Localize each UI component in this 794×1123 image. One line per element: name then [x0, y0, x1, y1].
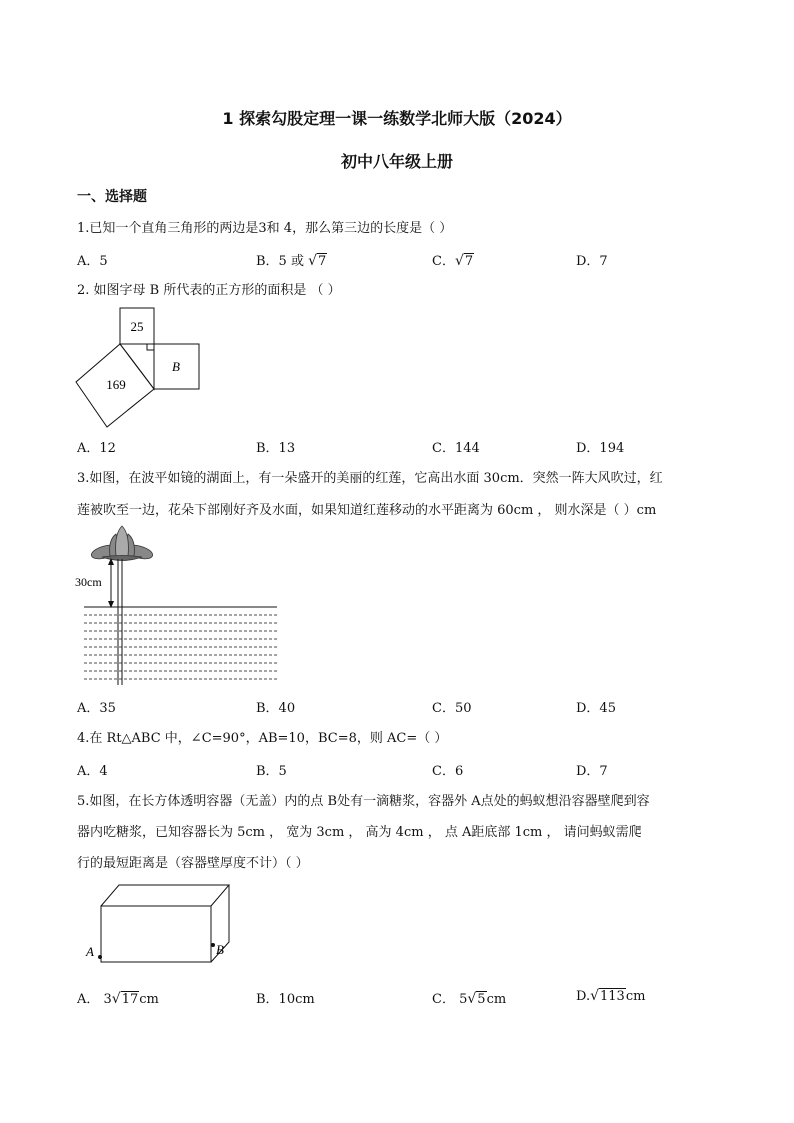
box-top-face	[101, 885, 229, 906]
question-1-option-b	[256, 250, 327, 269]
question-2-squares-figure	[70, 302, 210, 432]
right-angle-mark	[147, 344, 154, 350]
label-b: B	[216, 942, 224, 957]
document-title-line1: 1 探索勾股定理一课一练数学北师大版（2024）	[222, 109, 572, 128]
question-5-option-b: B．10cm	[256, 992, 315, 1007]
question-5-option-a	[77, 988, 159, 1007]
question-1-option-c-prefix: C．	[432, 254, 455, 269]
sqrt-symbol: √7	[308, 253, 327, 269]
question-1-option-b-prefix: B．5 或	[256, 254, 309, 269]
question-5-text-line3: 行的最短距离是（容器壁厚度不计）（ ）	[77, 856, 309, 871]
question-3-option-b: B．40	[256, 701, 296, 716]
question-5-option-c-radicand: 5	[477, 992, 486, 1007]
question-5-box-figure	[80, 880, 240, 970]
question-3-lotus-figure	[72, 524, 282, 690]
question-3-text-line2: 莲被吹至一边，花朵下部刚好齐及水面，如果知道红莲移动的水平距离为 60cm ， 则水深是（ ）cm	[77, 503, 657, 518]
sqrt-symbol: √113	[590, 988, 625, 1004]
label-a: A	[86, 944, 94, 959]
point-b-dot	[211, 943, 215, 947]
question-4-option-c: C．6	[432, 764, 464, 779]
question-5-option-a-radicand: 17	[121, 992, 139, 1007]
sqrt-symbol: √17	[111, 991, 139, 1007]
box-front-face	[101, 906, 211, 962]
question-5-text-line2: 器内吃糖浆，已知容器长为 5cm ， 宽为 3cm ， 高为 4cm ， 点 A距底部 1cm ， 请问蚂蚁需爬	[77, 825, 642, 840]
question-1-option-c-radicand: 7	[464, 254, 474, 269]
question-1-option-d: D．7	[576, 254, 608, 269]
question-1-text: 1.已知一个直角三角形的两边是3和 4，那么第三边的长度是（ ）	[77, 221, 453, 236]
question-2-option-c: C．144	[432, 441, 480, 456]
question-1-option-a: A．5	[77, 254, 108, 269]
question-4-option-b: B．5	[256, 764, 287, 779]
question-5-option-c-suffix: cm	[486, 992, 507, 1007]
question-3-option-c: C．50	[432, 701, 472, 716]
question-5-option-d	[576, 988, 645, 1004]
question-3-text-line1: 3.如图，在波平如镜的湖面上，有一朵盛开的美丽的红莲，它高出水面 30cm．突然一阵大风吹过，红	[77, 471, 663, 486]
label-b: B	[172, 359, 180, 374]
question-5-option-d-suffix: cm	[625, 989, 646, 1004]
label-25: 25	[130, 319, 144, 334]
question-5-text-line1: 5.如图，在长方体透明容器（无盖）内的点 B处有一滴糖浆，容器外 A点处的蚂蚁想沿容器壁爬到容	[77, 794, 650, 809]
question-5-option-c-prefix: C． 5	[432, 992, 468, 1007]
question-3-option-a: A．35	[77, 701, 116, 716]
document-title-line2: 初中八年级上册	[340, 152, 453, 171]
height-label: 30cm	[75, 575, 102, 589]
lotus-flower-icon	[90, 526, 154, 561]
question-4-text: 4.在 Rt△ABC 中，∠C=90°，AB=10，BC=8，则 AC=（ ）	[77, 731, 448, 746]
question-5-option-c	[432, 988, 506, 1007]
water-dashed-lines	[84, 615, 277, 679]
label-169: 169	[106, 377, 126, 392]
question-5-option-d-radicand: 113	[600, 989, 625, 1004]
question-1-option-b-radicand: 7	[318, 254, 327, 269]
question-3-option-d: D．45	[576, 701, 616, 716]
question-4-option-a: A．4	[77, 764, 108, 779]
question-2-option-b: B．13	[256, 441, 296, 456]
question-2-text: 2. 如图字母 B 所代表的正方形的面积是 （ ）	[77, 283, 341, 298]
question-4-option-d: D．7	[576, 764, 608, 779]
question-2-option-a: A．12	[77, 441, 116, 456]
sqrt-symbol: √5	[467, 991, 486, 1007]
question-5-option-d-prefix: D.	[576, 989, 591, 1004]
question-1-option-c	[432, 250, 474, 269]
question-5-option-a-prefix: A． 3	[77, 992, 112, 1007]
section-heading: 一、选择题	[77, 189, 147, 205]
point-a-dot	[98, 955, 102, 959]
sqrt-symbol: √7	[454, 253, 474, 269]
question-2-option-d: D．194	[576, 441, 625, 456]
question-5-option-a-suffix: cm	[139, 992, 159, 1007]
